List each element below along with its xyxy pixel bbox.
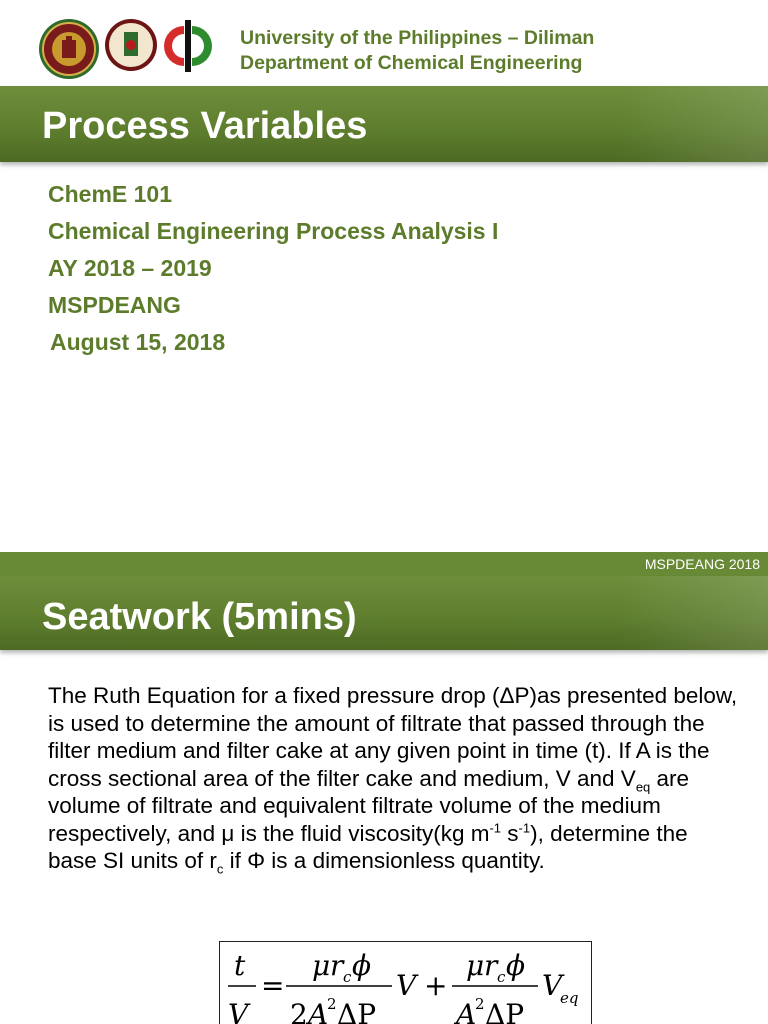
- text-run: ), determine the base SI units of r: [48, 820, 688, 873]
- band-gradient: [618, 86, 768, 162]
- text-run: if Φ is a dimensionless quantity.: [223, 848, 545, 873]
- date: August 15, 2018: [50, 329, 226, 355]
- seatwork-slide: [0, 552, 768, 1024]
- up-seal-icon: [38, 18, 100, 80]
- course-meta: [48, 176, 498, 361]
- engineering-seal-icon: [104, 18, 158, 72]
- subscript-c: c: [216, 861, 224, 877]
- problem-statement: [48, 682, 738, 875]
- ruth-equation-box: [219, 941, 592, 1024]
- previous-slide-footer: [0, 552, 768, 576]
- course-code: ChemE 101: [48, 181, 173, 207]
- eq-phi: ϕ: [506, 949, 526, 982]
- band-gradient: [618, 576, 768, 650]
- eq-sq: 2: [327, 995, 337, 1013]
- eq-A: A: [308, 998, 329, 1024]
- eq-dP: ΔP: [337, 998, 377, 1024]
- department-name: Department of Chemical Engineering: [240, 52, 583, 74]
- eq-t: t: [234, 949, 246, 982]
- slide-title: Seatwork (5mins): [42, 596, 357, 638]
- course-name: Chemical Engineering Process Analysis I: [48, 218, 499, 244]
- university-name: University of the Philippines – Diliman: [240, 27, 595, 49]
- eq-two: 2: [290, 998, 308, 1024]
- eq-r: r: [484, 949, 498, 982]
- eq-phi: ϕ: [352, 949, 372, 982]
- title-band: [0, 576, 768, 650]
- eq-sq: 2: [475, 995, 485, 1013]
- eq-r: r: [330, 949, 344, 982]
- eq-A: A: [456, 998, 477, 1024]
- institution-header: [240, 26, 594, 76]
- text-run: are volume of filtrate and equivalent filtrate volume of the medium respectively, and μ is the fluid viscosity(kg m: [48, 765, 690, 846]
- cheme-logo-icon: [162, 18, 214, 74]
- eq-equals: =: [261, 969, 285, 1002]
- eq-plus: +: [424, 969, 448, 1002]
- eq-eq-sub: eq: [560, 989, 579, 1007]
- eq-mu: μ: [312, 949, 331, 982]
- ruth-equation: [220, 942, 591, 1024]
- author: MSPDEANG: [48, 292, 181, 318]
- superscript: -1: [489, 820, 502, 835]
- eq-mu: μ: [466, 949, 485, 982]
- eq-c-sub: c: [497, 968, 506, 986]
- eq-V-term: V: [396, 969, 417, 1002]
- title-band: [0, 86, 768, 162]
- academic-year: AY 2018 – 2019: [48, 255, 212, 281]
- superscript: -1: [518, 820, 531, 835]
- eq-Veq: V: [542, 969, 563, 1002]
- footer-label: MSPDEANG 2018: [644, 556, 760, 572]
- subscript-eq: eq: [635, 779, 651, 794]
- page-title: Process Variables: [42, 105, 368, 147]
- text-run: The Ruth Equation for a fixed pressure drop (ΔP)as presented below, is used to determine the amount of filtrate that passed through the filter medium and filter cake at any given point in time (t). If A is the cross sectional area of the filter cake and medium, V and V: [48, 683, 738, 791]
- text-run: s: [501, 820, 519, 846]
- eq-dP: ΔP: [485, 998, 525, 1024]
- eq-V: V: [228, 998, 249, 1024]
- eq-c-sub: c: [343, 968, 352, 986]
